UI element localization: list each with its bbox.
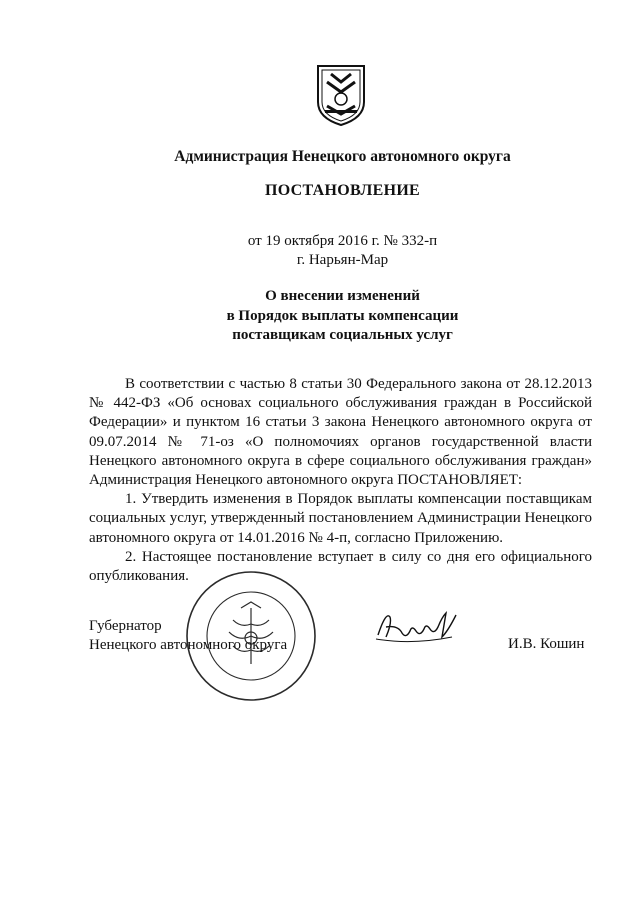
signatory-title-line: Губернатор [89, 618, 162, 634]
coat-of-arms-emblem [313, 62, 369, 128]
preamble-paragraph: В соответствии с частью 8 статьи 30 Федерального закона от 28.12.2013 № 442-ФЗ «Об основах социального обслуживания граждан в Российской Федерации» и пунктом 16 статьи 3 закона Ненецкого автономного округа от 09.07.2014 № 71-оз «О полномочиях органов государственной власти Ненецкого автономного округа в сфере социального обслуживания граждан» Администрация Ненецкого автономного округа ПОСТАНОВЛЯЕТ: [89, 376, 592, 489]
signatory-name: И.В. Кошин [508, 636, 585, 652]
document-subject [80, 287, 605, 346]
document-body [89, 375, 592, 586]
handwritten-signature [372, 605, 462, 649]
signatory-title-line: Ненецкого автономного округа [89, 637, 288, 653]
date-number: от 19 октября 2016 г. № 332-п [247, 233, 438, 249]
organization-title: Администрация Ненецкого автономного округа [174, 148, 511, 165]
resolution-item-1: 1. Утвердить изменения в Порядок выплаты компенсации поставщикам социальных услуг, утвержденный постановлением Администрации Ненецкого автономного округа от 14.01.2016 № 4-п, согласно Приложению. [89, 491, 592, 546]
signatory-title [89, 617, 287, 655]
subject-line: в Порядок выплаты компенсации [226, 307, 459, 324]
city: г. Нарьян-Мар [296, 252, 389, 268]
subject-line: О внесении изменений [265, 288, 420, 304]
subject-line: поставщикам социальных услуг [232, 327, 453, 343]
document-type: ПОСТАНОВЛЕНИЕ [264, 182, 421, 199]
resolution-item-2: 2. Настоящее постановление вступает в силу со дня его официального опубликования. [89, 548, 592, 585]
